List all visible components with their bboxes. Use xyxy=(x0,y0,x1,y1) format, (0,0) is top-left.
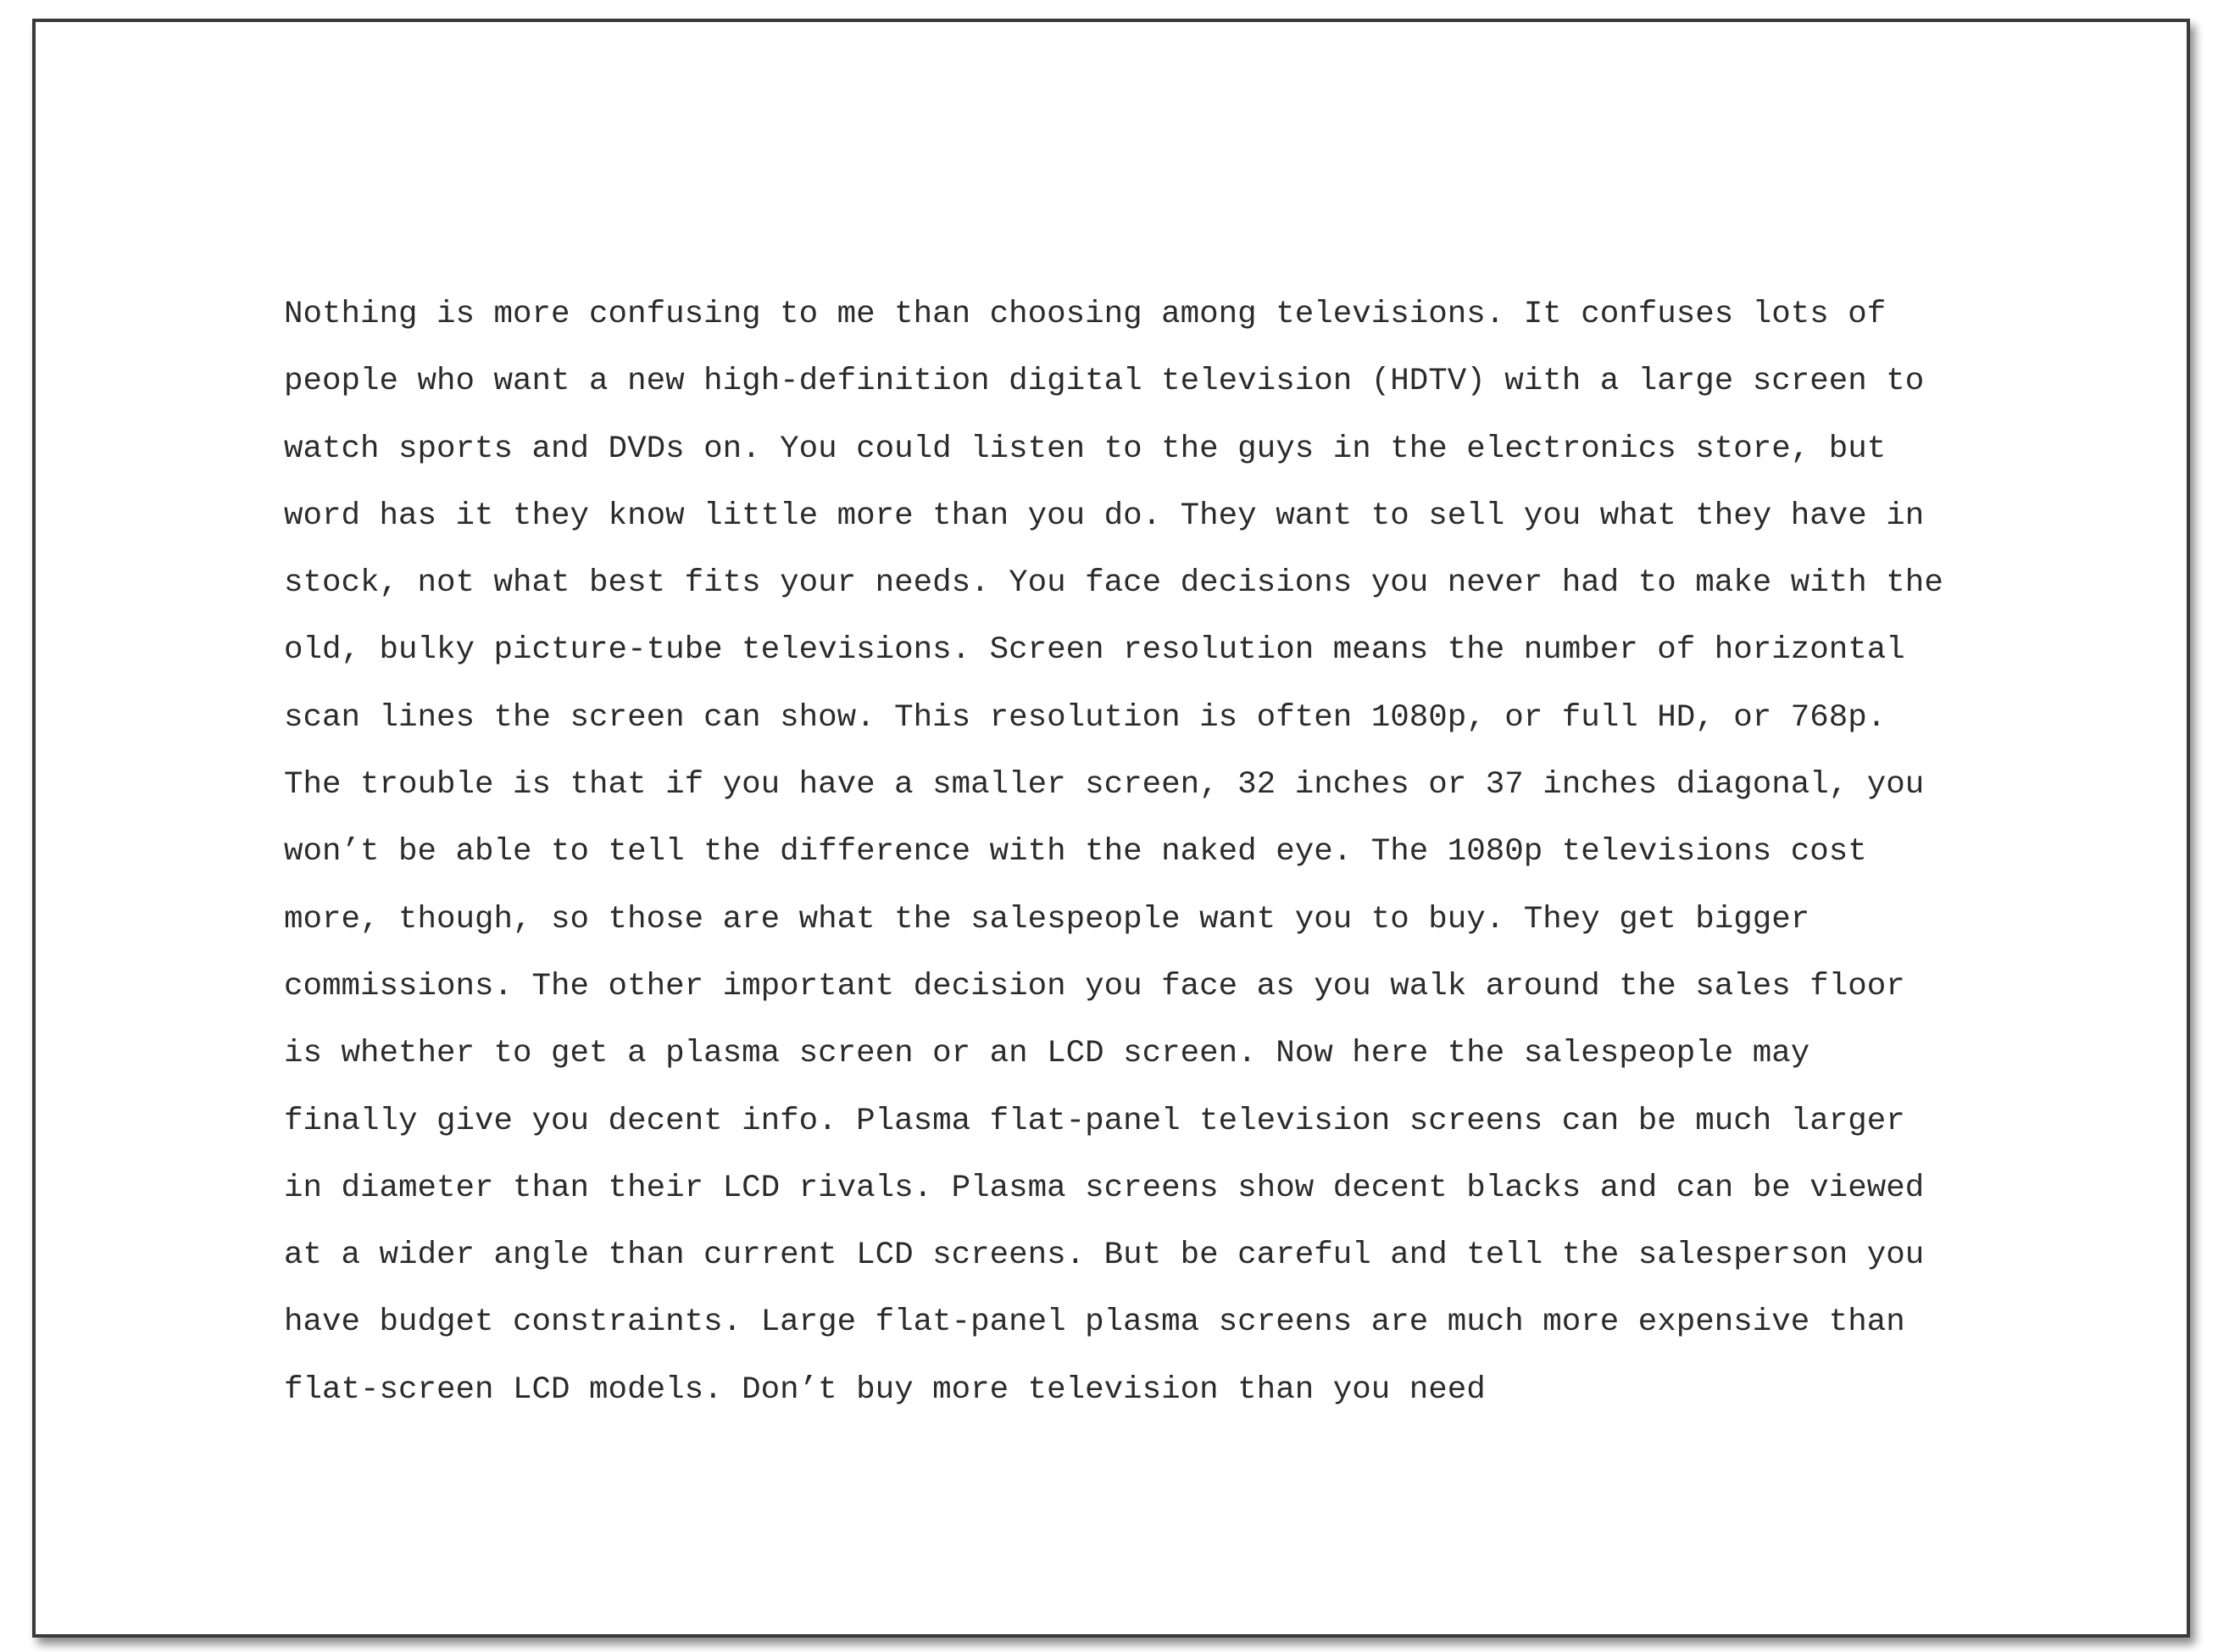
body-paragraph xyxy=(284,281,2021,1424)
text-line: more, though, so those are what the salespeople want you to buy. They get bigger xyxy=(284,901,1810,937)
text-line: people who want a new high-definition digital television (HDTV) with a large screen to xyxy=(284,364,1925,400)
text-line: at a wider angle than current LCD screens. But be careful and tell the salesperson you xyxy=(284,1238,1925,1274)
text-line: old, bulky picture-tube televisions. Screen resolution means the number of horizontal xyxy=(284,632,1905,669)
text-line: finally give you decent info. Plasma flat-panel television screens can be much larger xyxy=(284,1103,1905,1139)
text-line: have budget constraints. Large flat-panel plasma screens are much more expensive than xyxy=(284,1304,1905,1341)
text-line: The trouble is that if you have a smaller screen, 32 inches or 37 inches diagonal, you xyxy=(284,767,1925,804)
text-line: in diameter than their LCD rivals. Plasma screens show decent blacks and can be viewed xyxy=(284,1170,1925,1206)
text-line: flat-screen LCD models. Don’t buy more television than you need xyxy=(284,1371,1486,1408)
text-line: is whether to get a plasma screen or an LCD screen. Now here the salespeople may xyxy=(284,1036,1810,1072)
text-line: won’t be able to tell the difference with the naked eye. The 1080p televisions cost xyxy=(284,834,1867,870)
document-page xyxy=(32,19,2190,1638)
text-line: scan lines the screen can show. This resolution is often 1080p, or full HD, or 768p. xyxy=(284,699,1887,736)
text-line: commissions. The other important decision you face as you walk around the sales floor xyxy=(284,968,1905,1004)
text-line: watch sports and DVDs on. You could listen to the guys in the electronics store, but xyxy=(284,431,1887,467)
text-line: word has it they know little more than you do. They want to sell you what they have in xyxy=(284,498,1925,534)
text-line: Nothing is more confusing to me than choosing among televisions. It confuses lots of xyxy=(284,297,1887,332)
text-line: stock, not what best fits your needs. You face decisions you never had to make with the xyxy=(284,565,1943,602)
